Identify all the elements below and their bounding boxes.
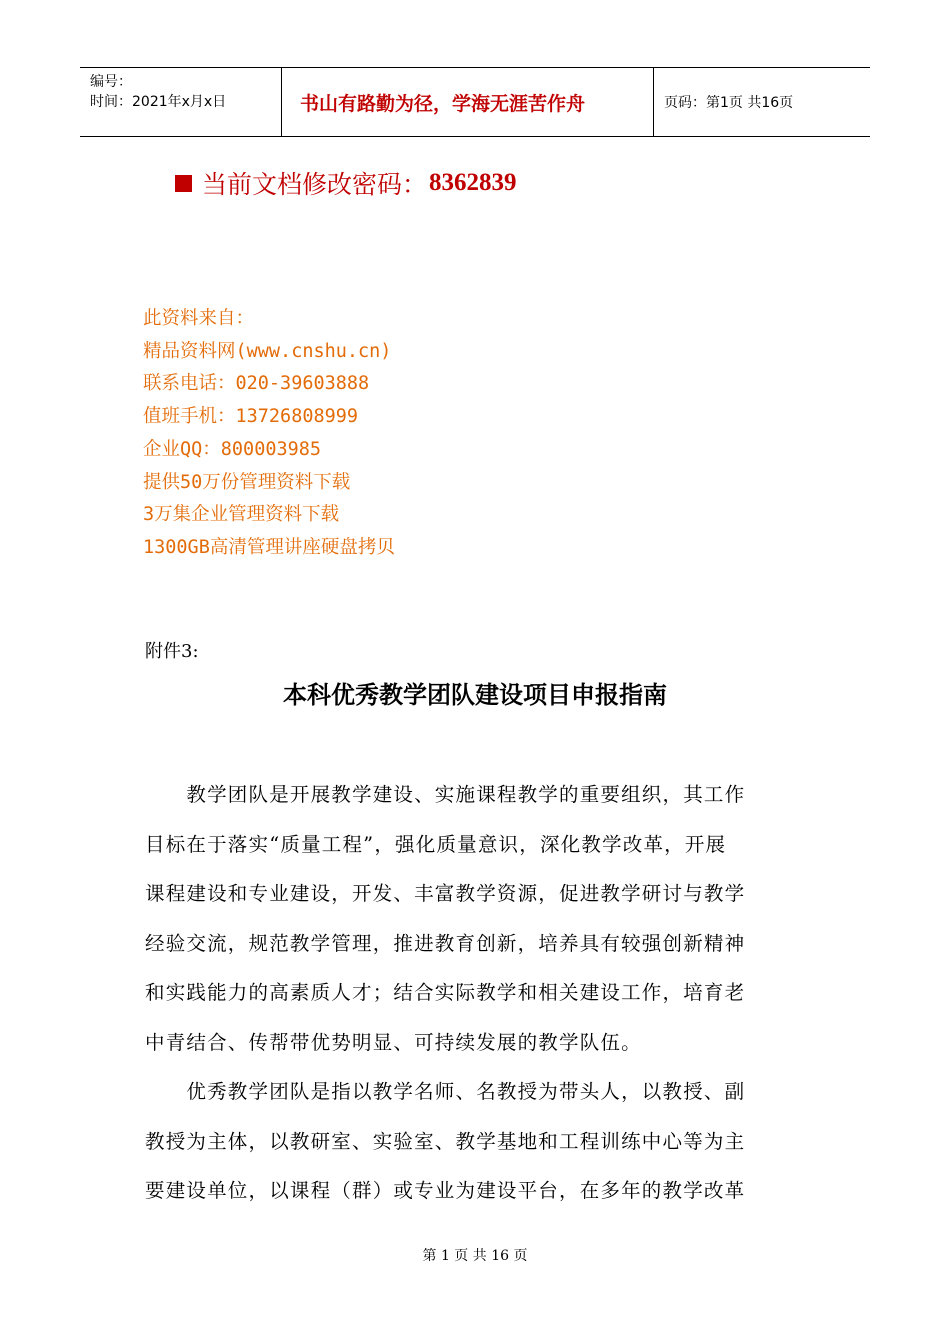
source-line: 提供50万份管理资料下载 [143, 471, 351, 493]
source-line: 1300GB高清管理讲座硬盘拷贝 [143, 536, 395, 558]
password-label: 当前文档修改密码： [202, 170, 428, 199]
body-line: 优秀教学团队是指以教学名师、名教授为带头人，以教授、副 [145, 1080, 746, 1103]
body-text [145, 770, 805, 1216]
password-line [175, 165, 517, 201]
page-header [80, 67, 870, 137]
body-line: 中青结合、传帮带优势明显、可持续发展的教学队伍。 [145, 1030, 642, 1054]
body-line: 教授为主体，以教研室、实验室、教学基地和工程训练中心等为主 [145, 1129, 746, 1153]
body-line: 教学团队是开展教学建设、实施课程教学的重要组织，其工作 [145, 783, 746, 806]
source-line: 企业QQ：800003985 [143, 438, 322, 460]
body-line: 和实践能力的高素质人才；结合实际教学和相关建设工作，培育老 [145, 981, 746, 1004]
time-label: 时间：2021年x月x日 [90, 94, 227, 110]
source-line: 3万集企业管理资料下载 [143, 504, 340, 526]
source-line: 精品资料网(www.cnshu.cn) [143, 340, 392, 362]
source-line: 联系电话：020-39603888 [143, 373, 370, 395]
body-line: 目标在于落实“质量工程”，强化质量意识，深化教学改革，开展 [145, 832, 727, 856]
body-line: 经验交流，规范教学管理，推进教育创新，培养具有较强创新精神 [145, 931, 746, 955]
body-line: 课程建设和专业建设，开发、丰富教学资源，促进教学研讨与教学 [145, 882, 746, 905]
header-motto: 书山有路勤为径，学海无涯苦作舟 [282, 68, 654, 136]
square-bullet-icon [175, 175, 192, 192]
source-line: 此资料来自： [143, 308, 255, 329]
attachment-label: 附件3: [145, 641, 199, 662]
number-label: 编号： [90, 74, 132, 90]
source-info [143, 303, 395, 565]
body-line: 要建设单位，以课程（群）或专业为建设平台，在多年的教学改革 [145, 1179, 746, 1202]
header-page-info: 页码：第1页 共16页 [664, 95, 794, 111]
password-code: 8362839 [429, 169, 517, 196]
document-title: 本科优秀教学团队建设项目申报指南 [283, 681, 667, 709]
header-meta [80, 68, 282, 136]
source-line: 值班手机：13726808999 [143, 406, 359, 428]
page-footer: 第 1 页 共 16 页 [422, 1248, 528, 1264]
